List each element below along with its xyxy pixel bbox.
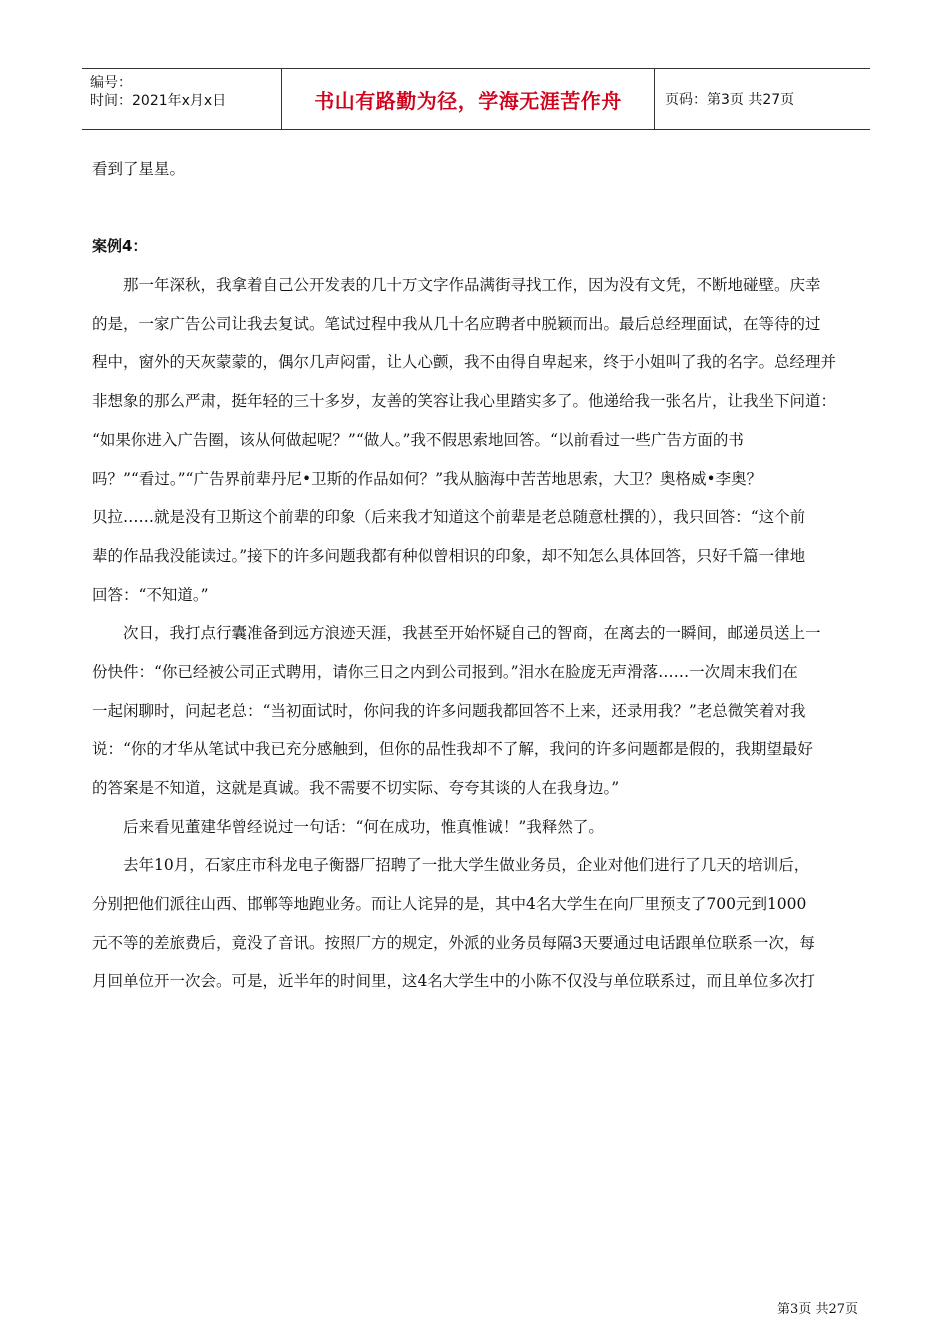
spacer bbox=[92, 189, 862, 228]
paragraph-line: 次日，我打点行囊准备到远方浪迹天涯，我甚至开始怀疑自己的智商，在离去的一瞬间，邮递员送上一 bbox=[92, 624, 821, 643]
paragraph-line: 元不等的差旅费后，竟没了音讯。按照厂方的规定，外派的业务员每隔3天要通过电话跟单位联系一次，每 bbox=[92, 933, 815, 952]
paragraph-line: 后来看见董建华曾经说过一句话：“何在成功，惟真惟诚！”我释然了。 bbox=[92, 817, 604, 836]
header-motto-cell bbox=[282, 69, 655, 129]
paragraph-line: 份快件：“你已经被公司正式聘用，请你三日之内到公司报到。”泪水在脸庞无声滑落……一次周末我们在 bbox=[92, 662, 798, 681]
header-page-info-cell bbox=[655, 69, 870, 129]
paragraph-line: 月回单位开一次会。可是，近半年的时间里，这4名大学生中的小陈不仅没与单位联系过，而且单位多次打 bbox=[92, 972, 815, 991]
paragraph-line: 贝拉……就是没有卫斯这个前辈的印象（后来我才知道这个前辈是老总随意杜撰的），我只回答：“这个前 bbox=[92, 508, 806, 527]
paragraph-line: 吗？”“看过。”“广告界前辈丹尼•卫斯的作品如何？”我从脑海中苦苦地思索，大卫？奥格威•李奥？ bbox=[92, 469, 763, 488]
intro-line: 看到了星星。 bbox=[92, 160, 186, 178]
paragraph-line: “如果你进入广告圈，该从何做起呢？”“做人。”我不假思索地回答。“以前看过一些广告方面的书 bbox=[92, 430, 744, 449]
paragraph-line: 回答：“不知道。” bbox=[92, 585, 209, 604]
page-header bbox=[82, 68, 870, 130]
header-meta bbox=[82, 69, 282, 129]
paragraph-line: 分别把他们派往山西、邯郸等地跑业务。而让人诧异的是，其中4名大学生在向厂里预支了700元到1000 bbox=[92, 895, 807, 914]
paragraph-line: 一起闲聊时，问起老总：“当初面试时，你问我的许多问题我都回答不上来，还录用我？”老总微笑着对我 bbox=[92, 701, 806, 720]
paragraph-line: 那一年深秋，我拿着自己公开发表的几十万文字作品满街寻找工作，因为没有文凭，不断地碰壁。庆幸 bbox=[92, 276, 821, 295]
paragraph-3 bbox=[92, 808, 862, 847]
paragraph-line: 程中，窗外的天灰蒙蒙的，偶尔几声闷雷，让人心颤，我不由得自卑起来，终于小姐叫了我的名字。总经理并 bbox=[92, 353, 837, 372]
paragraph-1 bbox=[92, 266, 862, 614]
paragraph-2 bbox=[92, 614, 862, 807]
paragraph-line: 的答案是不知道，这就是真诚。我不需要不切实际、夸夸其谈的人在我身边。” bbox=[92, 779, 620, 797]
paragraph-4 bbox=[92, 846, 862, 1001]
motto: 书山有路勤为径，学海无涯苦作舟 bbox=[314, 88, 622, 113]
page-footer: 第3页 共27页 bbox=[777, 1302, 858, 1317]
document-body bbox=[92, 150, 862, 1001]
serial-label: 编号： bbox=[90, 75, 132, 91]
paragraph-line: 辈的作品我没能读过。”接下的许多问题我都有种似曾相识的印象，却不知怎么具体回答，只好千篇一律地 bbox=[92, 546, 806, 565]
paragraph-line: 的是，一家广告公司让我去复试。笔试过程中我从几十名应聘者中脱颖而出。最后总经理面试，在等待的过 bbox=[92, 314, 821, 333]
paragraph-line: 去年10月，石家庄市科龙电子衡器厂招聘了一批大学生做业务员，企业对他们进行了几天的培训后， bbox=[92, 856, 810, 875]
paragraph-line: 说：“你的才华从笔试中我已充分感触到，但你的品性我却不了解，我问的许多问题都是假的，我期望最好 bbox=[92, 740, 813, 759]
paragraph-line: 非想象的那么严肃，挺年轻的三十多岁，友善的笑容让我心里踏实多了。他递给我一张名片，让我坐下问道： bbox=[92, 392, 837, 411]
time-label: 时间：2021年x月x日 bbox=[90, 93, 227, 109]
page-info: 页码：第3页 共27页 bbox=[665, 92, 795, 108]
case-title: 案例4： bbox=[92, 237, 148, 256]
